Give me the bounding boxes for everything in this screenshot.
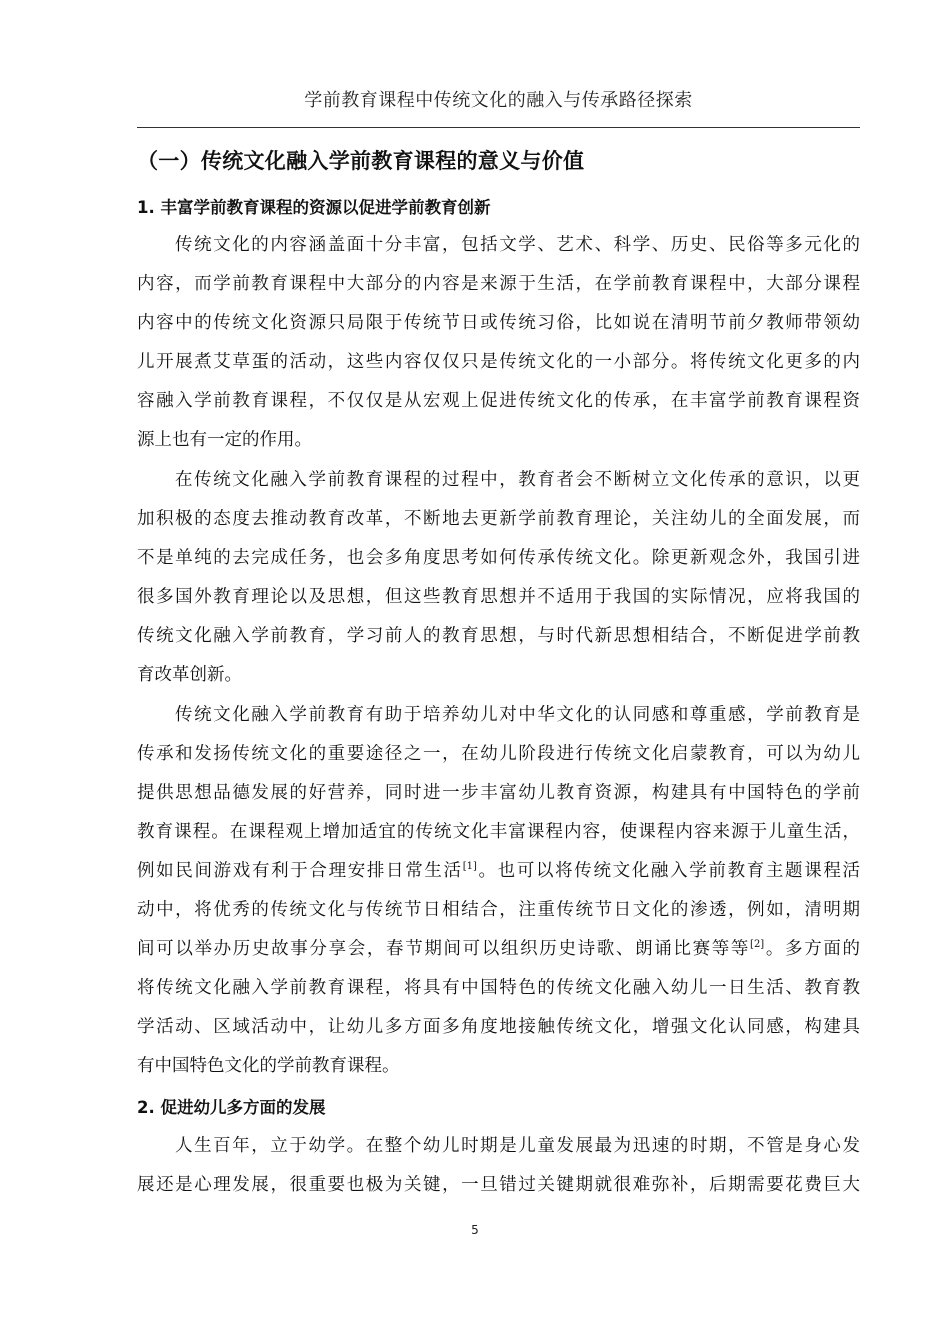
paragraph-3-line-7-text-b: 。多方面的 [764,939,861,959]
page-number: 5 [471,1223,479,1237]
paragraph-2-line-3: 不是单纯的去完成任务，也会多角度思考如何传承传统文化。除更新观念外，我国引进 [137,548,860,568]
paragraph-3-line-8: 将传统文化融入学前教育课程，将具有中国特色的传统文化融入幼儿一日生活、教育教 [137,978,860,998]
paragraph-3-line-7 [137,934,860,964]
paragraph-2-line-5: 传统文化融入学前教育，学习前人的教育思想，与时代新思想相结合，不断促进学前教 [137,626,860,646]
paragraph-4-line-1: 人生百年，立于幼学。在整个幼儿时期是儿童发展最为迅速的时期，不管是身心发 [175,1136,860,1156]
paragraph-1-line-1: 传统文化的内容涵盖面十分丰富，包括文学、艺术、科学、历史、民俗等多元化的 [175,235,860,255]
subsection-heading-2: 2. 促进幼儿多方面的发展 [137,1098,326,1117]
paragraph-1-line-6: 源上也有一定的作用。 [137,430,312,450]
section-heading: （一）传统文化融入学前教育课程的意义与价值 [137,149,585,173]
paragraph-3-line-4: 教育课程。在课程观上增加适宜的传统文化丰富课程内容，使课程内容来源于儿童生活， [137,822,860,842]
paragraph-3-line-6: 动中，将优秀的传统文化与传统节日相结合，注重传统节日文化的渗透，例如，清明期 [137,900,860,920]
paragraph-3-line-10: 有中国特色文化的学前教育课程。 [137,1056,400,1076]
paragraph-3-line-5-text-b: 。也可以将传统文化融入学前教育主题课程活 [476,861,861,881]
paragraph-3-line-5-text-a: 例如民间游戏有利于合理安排日常生活 [137,861,463,881]
paragraph-3-line-1: 传统文化融入学前教育有助于培养幼儿对中华文化的认同感和尊重感，学前教育是 [175,705,860,725]
paragraph-2-line-2: 加积极的态度去推动教育改革，不断地去更新学前教育理论，关注幼儿的全面发展，而 [137,509,860,529]
header-rule [137,127,860,128]
paragraph-1-line-5: 容融入学前教育课程，不仅仅是从宏观上促进传统文化的传承，在丰富学前教育课程资 [137,391,860,411]
paragraph-3-line-2: 传承和发扬传统文化的重要途径之一，在幼儿阶段进行传统文化启蒙教育，可以为幼儿 [137,744,860,764]
paragraph-3-line-5 [137,856,860,886]
citation-1: [1] [462,861,477,873]
paragraph-2-line-1: 在传统文化融入学前教育课程的过程中，教育者会不断树立文化传承的意识，以更 [175,470,860,490]
paragraph-4-line-2: 展还是心理发展，很重要也极为关键，一旦错过关键期就很难弥补，后期需要花费巨大 [137,1175,860,1195]
paragraph-1-line-2: 内容，而学前教育课程中大部分的内容是来源于生活，在学前教育课程中，大部分课程 [137,274,860,294]
running-header: 学前教育课程中传统文化的融入与传承路径探索 [304,90,693,111]
paragraph-3-line-7-text-a: 间可以举办历史故事分享会，春节期间可以组织历史诗歌、朗诵比赛等等 [137,939,751,959]
paragraph-1-line-3: 内容中的传统文化资源只局限于传统节日或传统习俗，比如说在清明节前夕教师带领幼 [137,313,860,333]
citation-2: [2] [750,939,765,951]
paragraph-3-line-3: 提供思想品德发展的好营养，同时进一步丰富幼儿教育资源，构建具有中国特色的学前 [137,783,860,803]
paragraph-2-line-4: 很多国外教育理论以及思想，但这些教育思想并不适用于我国的实际情况，应将我国的 [137,587,860,607]
paragraph-2-line-6: 育改革创新。 [137,665,242,685]
subsection-heading-1: 1. 丰富学前教育课程的资源以促进学前教育创新 [137,198,491,217]
paragraph-3-line-9: 学活动、区域活动中，让幼儿多方面多角度地接触传统文化，增强文化认同感，构建具 [137,1017,860,1037]
paragraph-1-line-4: 儿开展煮艾草蛋的活动，这些内容仅仅只是传统文化的一小部分。将传统文化更多的内 [137,352,860,372]
